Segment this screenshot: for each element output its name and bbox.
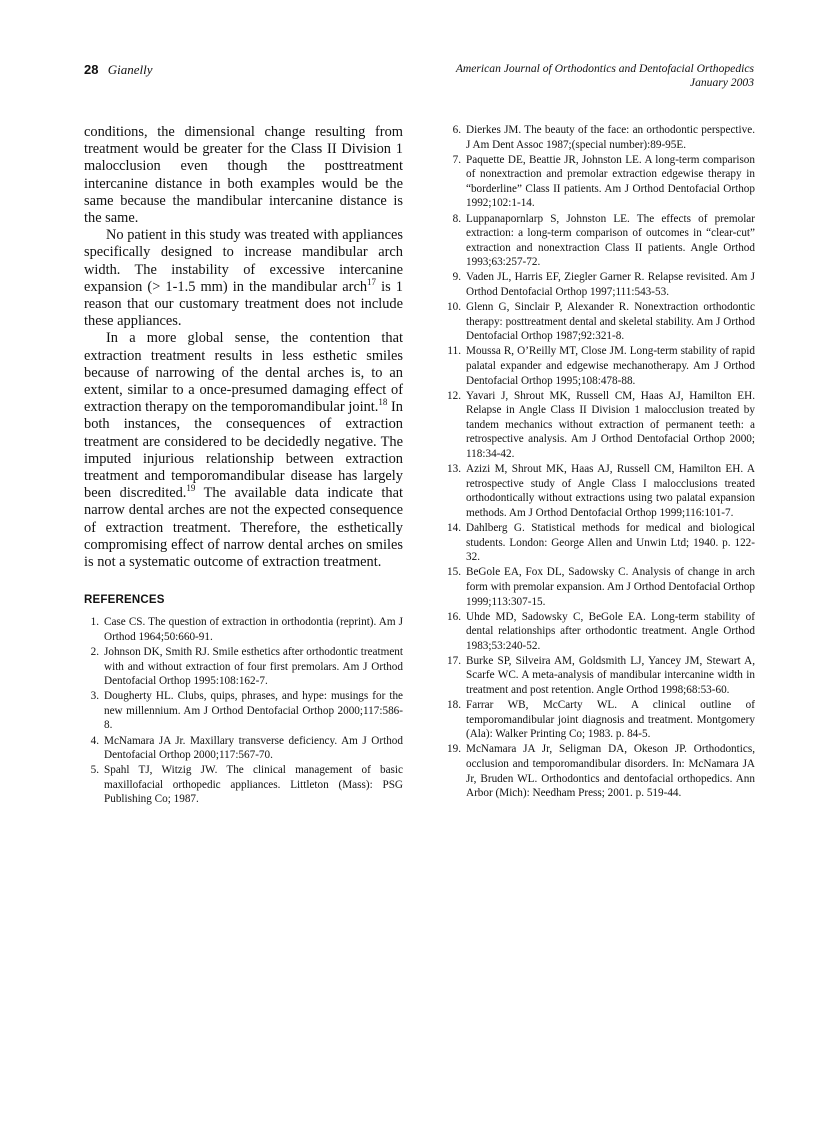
author-name: Gianelly	[107, 62, 153, 77]
reference-text: Dierkes JM. The beauty of the face: an orthodontic perspective. J Am Dent Assoc 1987;(special number):89-95E.	[466, 124, 755, 151]
reference-list	[84, 615, 403, 807]
running-header-right	[456, 62, 754, 90]
page-number: 28	[84, 62, 99, 77]
reference-item	[442, 344, 755, 388]
text-run: In both instances, the consequences of extraction treatment are considered to be decidedly negative. The imputed injurious relationship between extraction treatment and temporomandibular disease has largely been discredited.	[84, 399, 403, 502]
reference-number: 19.	[447, 743, 461, 756]
reference-number: 5.	[90, 764, 99, 777]
text-run: No patient in this study was treated with appliances specifically designed to increase mandibular arch width. The instability of excessive intercanine expansion (> 1-1.5 mm) in the mandibular arch	[84, 227, 403, 295]
reference-text: BeGole EA, Fox DL, Sadowsky C. Analysis of change in arch form with premolar expansion. Am J Orthod Dentofacial Orthop 1999;113:307-15.	[466, 566, 755, 608]
reference-text: Azizi M, Shrout MK, Haas AJ, Russell CM, Hamilton EH. A retrospective study of Angle Class I malocclusions treated orthodontically without extractions using two palatal expansion methods. Am J Orthod Dentofacial Orthop 1999;116:101-7.	[466, 463, 755, 519]
reference-item	[442, 123, 755, 152]
reference-text: Case CS. The question of extraction in orthodontia (reprint). Am J Orthod 1964;50:660-91.	[104, 616, 403, 643]
reference-text: Yavari J, Shrout MK, Russell CM, Haas AJ, Hamilton EH. Relapse in Angle Class II Division 1 malocclusion treated by tandem mechanics without extraction of permanent teeth: a retrospective analysis. Am J Orthod Dentofacial Orthop 2000; 118:34-42.	[466, 389, 755, 461]
reference-text: Dahlberg G. Statistical methods for medical and biological students. London: George Allen and Unwin Ltd; 1940. p. 122-32.	[466, 522, 755, 564]
reference-text: McNamara JA Jr. Maxillary transverse deficiency. Am J Orthod Dentofacial Orthop 2000;117:567-70.	[104, 734, 403, 762]
reference-item	[442, 212, 755, 270]
reference-number: 2.	[90, 645, 99, 658]
reference-number: 13.	[447, 463, 461, 476]
reference-text: Uhde MD, Sadowsky C, BeGole EA. Long-term stability of dental relationships after orthodontic treatment. Angle Orthod 1983;53:240-52.	[466, 610, 755, 652]
reference-number: 1.	[90, 616, 99, 629]
reference-text: Dougherty HL. Clubs, quips, phrases, and hype: musings for the new millennium. Am J Orthod Dentofacial Orthop 2000;117:586-8.	[104, 690, 403, 732]
reference-item	[84, 763, 403, 807]
reference-item	[84, 689, 403, 733]
reference-item	[442, 153, 755, 211]
body-text	[84, 124, 403, 571]
right-column	[442, 123, 755, 801]
reference-item	[442, 389, 755, 462]
references-heading: REFERENCES	[84, 594, 165, 607]
reference-item	[442, 742, 755, 800]
reference-text: Farrar WB, McCarty WL. A clinical outline of temporomandibular joint diagnosis and treatment. Montgomery (Ala): Walker Printing Co; 1983. p. 84-5.	[466, 699, 755, 741]
reference-number: 8.	[452, 212, 461, 225]
paragraph: conditions, the dimensional change resulting from treatment would be greater for the Class II Division 1 malocclusion even though the posttreatment intercanine distance in both examples would be the same because the mandibular intercanine distance is the same.	[84, 124, 403, 227]
reference-text: Vaden JL, Harris EF, Ziegler Garner R. Relapse revisited. Am J Orthod Dentofacial Orthop 1997;111:543-53.	[466, 271, 755, 299]
reference-number: 18.	[447, 699, 461, 712]
reference-text: Burke SP, Silveira AM, Goldsmith LJ, Yancey JM, Stewart A, Scarfe WC. A meta-analysis of mandibular intercanine width in treatment and post retention. Angle Orthod 1998;68:53-60.	[466, 654, 755, 697]
reference-item	[442, 610, 755, 654]
reference-item	[442, 300, 755, 344]
reference-number: 6.	[452, 124, 461, 136]
reference-list	[442, 123, 755, 801]
running-header-left	[84, 62, 152, 78]
paragraph	[84, 330, 403, 571]
reference-item	[442, 565, 755, 609]
reference-item	[84, 734, 403, 763]
reference-item	[442, 654, 755, 698]
reference-number: 12.	[447, 389, 461, 402]
reference-number: 14.	[447, 522, 461, 535]
citation-superscript: 18	[378, 397, 388, 408]
journal-title: American Journal of Orthodontics and Dentofacial Orthopedics	[455, 62, 754, 75]
reference-item	[442, 270, 755, 299]
reference-text: Moussa R, O’Reilly MT, Close JM. Long-term stability of rapid palatal expander and edgewise mechanotherapy. Am J Orthod Dentofacial Orthop 1995;108:478-88.	[466, 345, 755, 387]
citation-superscript: 17	[367, 276, 377, 287]
reference-number: 4.	[90, 734, 99, 747]
reference-text: Glenn G, Sinclair P, Alexander R. Nonextraction orthodontic therapy: posttreatment dental and skeletal stability. Am J Orthod Dentofacial Orthop 1987;92:321-8.	[466, 301, 755, 343]
citation-superscript: 19	[186, 483, 196, 494]
text-run: The available data indicate that narrow dental arches are not the expected consequence of extraction treatment. Therefore, the esthetically compromising effect of narrow dental arches on smiles is not a systematic outcome of extraction treatment.	[84, 485, 403, 571]
issue-date: January 2003	[689, 76, 754, 89]
paragraph	[84, 227, 403, 330]
reference-item	[442, 521, 755, 565]
reference-text: McNamara JA Jr, Seligman DA, Okeson JP. Orthodontics, occlusion and temporomandibular disorders. In: McNamara JA Jr, Bruden WL. Orthodontics and dentofacial orthopedics. Ann Arbor (Mich): Needham Press; 2001. p. 519-44.	[466, 743, 755, 800]
text-run: is 1 reason that our customary treatment does not include these appliances.	[84, 278, 403, 330]
left-column	[84, 124, 403, 808]
reference-number: 7.	[452, 153, 461, 166]
reference-item	[442, 462, 755, 520]
reference-text: Luppanapornlarp S, Johnston LE. The effects of premolar extraction: a long-term comparison of outcomes in “clear-cut” extraction and nonextraction Class II patients. Angle Orthod 1993;63:257-72.	[466, 212, 755, 269]
text-run: In a more global sense, the contention that extraction treatment results in less esthetic smiles because of narrowing of the dental arches is, to an extent, similar to a once-presumed damaging effect of extraction therapy on the temporomandibular joint.	[84, 330, 403, 416]
reference-number: 16.	[447, 610, 461, 623]
reference-text: Johnson DK, Smith RJ. Smile esthetics after orthodontic treatment with and without extraction of four first premolars. Am J Orthod Dentofacial Orthop 1995:108:162-7.	[104, 645, 403, 688]
reference-text: Paquette DE, Beattie JR, Johnston LE. A long-term comparison of nonextraction and premolar extraction edgewise therapy in “borderline” Class II patients. Am J Orthod Dentofacial Orthop 1992;102:1-14.	[466, 153, 755, 210]
reference-item	[84, 615, 403, 644]
reference-number: 11.	[447, 345, 461, 358]
reference-text: Spahl TJ, Witzig JW. The clinical management of basic maxillofacial orthopedic appliances. Littleton (Mass): PSG Publishing Co; 1987.	[104, 764, 403, 806]
reference-item	[84, 645, 403, 689]
reference-number: 10.	[447, 301, 461, 314]
reference-number: 17.	[447, 654, 461, 667]
reference-item	[442, 698, 755, 742]
reference-number: 9.	[452, 271, 461, 284]
reference-number: 15.	[447, 566, 461, 579]
reference-number: 3.	[90, 690, 99, 703]
